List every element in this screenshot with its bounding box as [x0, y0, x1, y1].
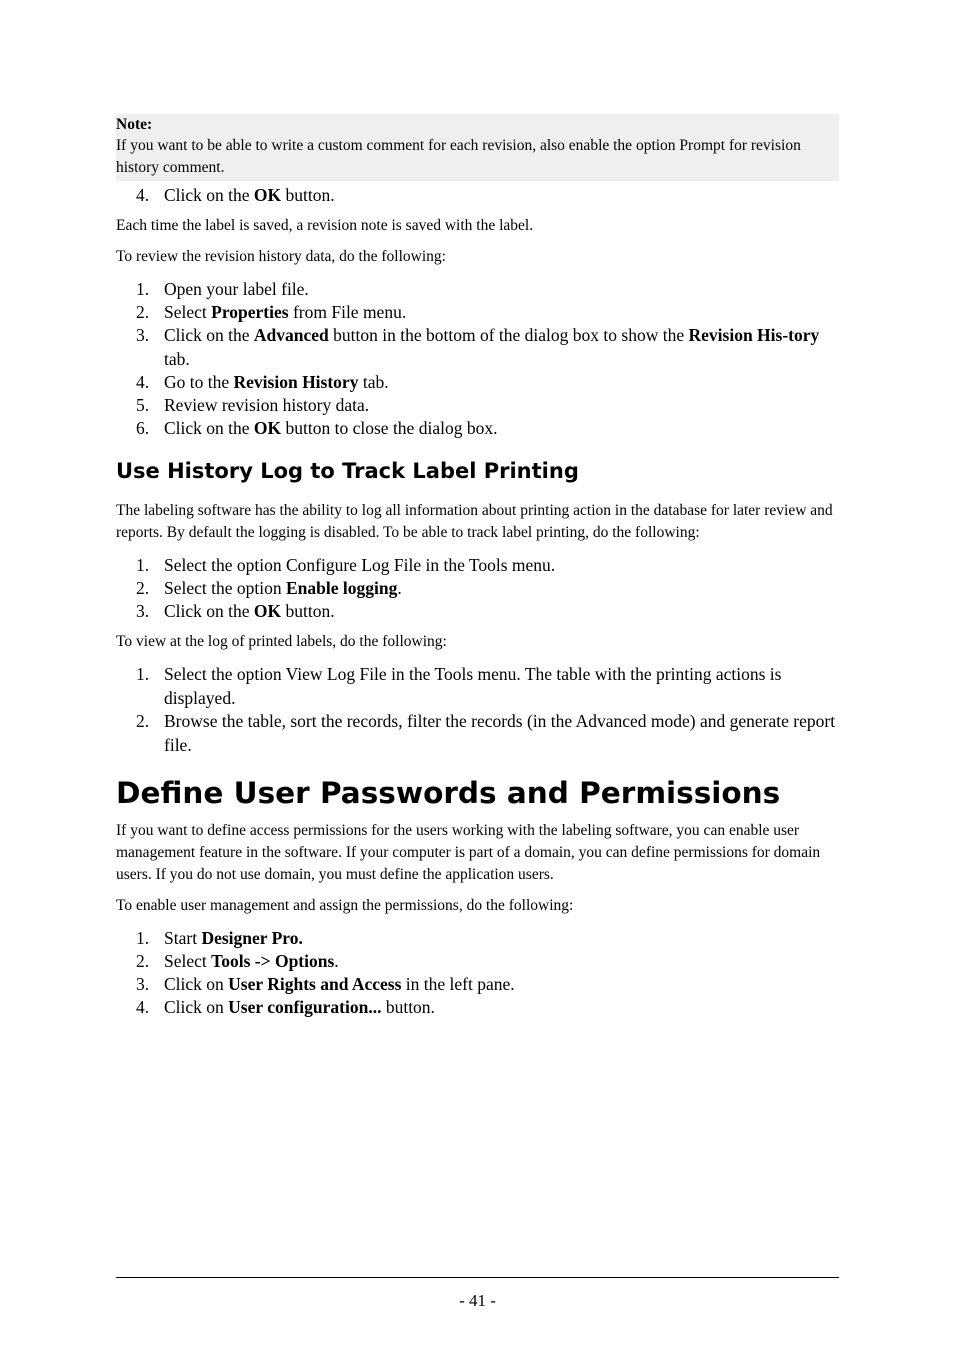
text: Select the option View Log File in the Tools menu. The table with the printing actions is displayed.: [164, 664, 782, 708]
list-number: 1.: [136, 928, 150, 948]
list-item: [116, 416, 839, 440]
list-number: 1.: [136, 664, 150, 684]
list-number: 3.: [136, 974, 150, 994]
list-item: [116, 323, 839, 371]
log-steps-list: [116, 553, 839, 623]
bold-text: OK: [253, 601, 282, 621]
text: Go to the: [164, 372, 234, 392]
list-item: [116, 949, 839, 973]
list-number: 4.: [136, 997, 150, 1017]
list-item: [116, 393, 839, 417]
section-heading-history-log: Use History Log to Track Label Printing: [116, 459, 579, 483]
list-item: [116, 553, 839, 577]
text: Browse the table, sort the records, filter the records (in the Advanced mode) and generate report file.: [164, 711, 836, 755]
bold-text: User configuration...: [228, 997, 382, 1017]
list-item: [116, 972, 839, 996]
paragraph-saved: Each time the label is saved, a revision note is saved with the label.: [116, 217, 534, 234]
list-item: [116, 662, 839, 710]
chapter-heading-user-passwords: Define User Passwords and Permissions: [116, 776, 781, 810]
text: Click on the: [164, 601, 254, 621]
list-item: [116, 183, 839, 207]
bold-text: ->: [250, 951, 275, 971]
bold-text: User Rights and Access: [228, 974, 402, 994]
list-number: 4.: [136, 372, 150, 392]
note-title: Note:: [116, 116, 153, 133]
list-item: [116, 370, 839, 394]
bold-text: Designer Pro.: [201, 928, 303, 948]
paragraph-review: To review the revision history data, do the following:: [116, 248, 446, 265]
bold-text: Revision His-tory: [688, 325, 820, 345]
paragraph-enable-users: To enable user management and assign the permissions, do the following:: [116, 897, 574, 914]
list-number: 2.: [136, 711, 150, 731]
list-number: 1.: [136, 555, 150, 575]
footer-divider: [116, 1277, 839, 1278]
text: Click on the: [164, 185, 254, 205]
note-body: If you want to be able to write a custom comment for each revision, also enable the option Prompt for revision history comment.: [116, 137, 801, 176]
text: Open your label file.: [164, 279, 309, 299]
text: .: [334, 951, 339, 971]
list-item: [116, 277, 839, 301]
review-steps-list: [116, 277, 839, 440]
user-steps-list: [116, 926, 839, 1019]
text: button.: [281, 185, 335, 205]
list-number: 2.: [136, 578, 150, 598]
text: Click on the: [164, 418, 254, 438]
list-item: [116, 300, 839, 324]
bold-text: OK: [253, 185, 282, 205]
list-number: 5.: [136, 395, 150, 415]
list-item: [116, 599, 839, 623]
text: Select the option: [164, 578, 286, 598]
list-number: 3.: [136, 601, 150, 621]
text: Select the option Configure Log File in the Tools menu.: [164, 555, 556, 575]
paragraph-history-log: The labeling software has the ability to log all information about printing action in the database for later review and reports. By default the logging is disabled. To be able to track label printing, do the following:: [116, 502, 833, 541]
bold-text: Advanced: [253, 325, 329, 345]
list-number: 6.: [136, 418, 150, 438]
note-box: [116, 114, 839, 181]
list-number: 1.: [136, 279, 150, 299]
document-page: [116, 114, 839, 1018]
list-number: 2.: [136, 302, 150, 322]
list-item: [116, 995, 839, 1019]
list-item: [116, 926, 839, 950]
paragraph-view-log: To view at the log of printed labels, do the following:: [116, 633, 447, 650]
bold-text: Revision History: [233, 372, 359, 392]
bold-text: Enable logging: [286, 578, 398, 598]
bold-text: OK: [253, 418, 282, 438]
text: button in the bottom of the dialog box to show the: [328, 325, 689, 345]
text: Select: [164, 951, 212, 971]
text: tab.: [358, 372, 389, 392]
text: button.: [381, 997, 435, 1017]
text: Click on: [164, 974, 229, 994]
list-number: 3.: [136, 325, 150, 345]
text: Start: [164, 928, 202, 948]
text: Click on the: [164, 325, 254, 345]
list-number: 2.: [136, 951, 150, 971]
page-number: - 41 -: [459, 1291, 496, 1310]
text: .: [397, 578, 402, 598]
list-number: 4.: [136, 185, 150, 205]
text: Click on: [164, 997, 229, 1017]
text: in the left pane.: [401, 974, 515, 994]
text: from File menu.: [288, 302, 407, 322]
text: button.: [281, 601, 335, 621]
bold-text: Properties: [211, 302, 289, 322]
bold-text: Tools: [211, 951, 251, 971]
text: Select: [164, 302, 212, 322]
bold-text: Options: [274, 951, 335, 971]
list-item: [116, 576, 839, 600]
paragraph-user-management: If you want to define access permissions for the users working with the labeling software, you can enable user management feature in the software. If your computer is part of a domain, you can define permissions for domain users. If you do not use domain, you must define the application users.: [116, 822, 821, 883]
view-steps-list: [116, 662, 839, 757]
text: Review revision history data.: [164, 395, 370, 415]
list-item: [116, 709, 839, 757]
step-list-continued: [116, 183, 839, 207]
text: button to close the dialog box.: [281, 418, 498, 438]
text: tab.: [164, 349, 190, 369]
